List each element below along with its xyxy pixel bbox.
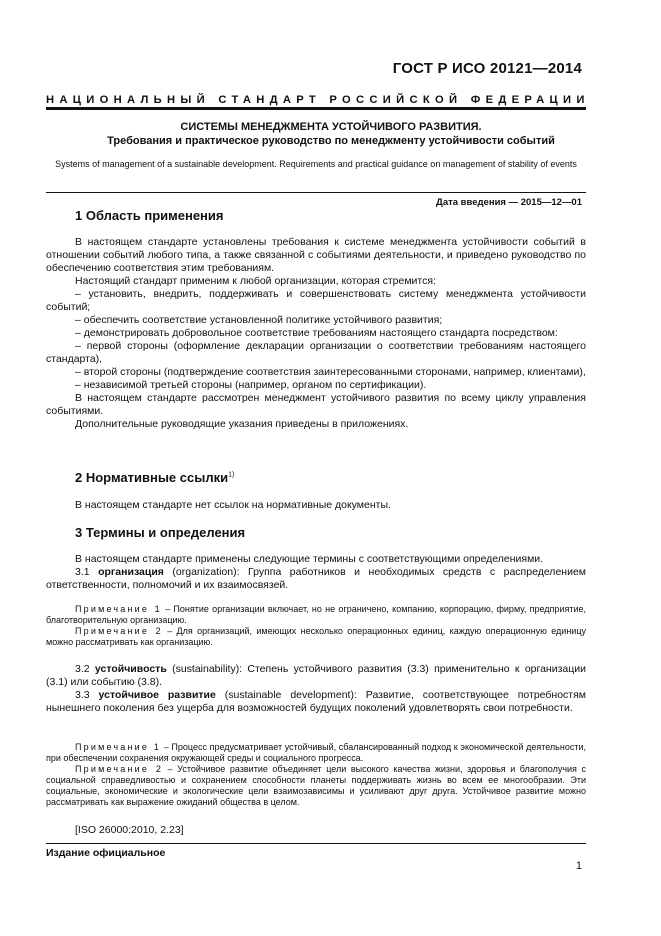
footer-divider [46,843,586,844]
paragraph: В настоящем стандарте применены следующие термины с соответствующими определениями. [75,553,544,565]
title-line-1: СИСТЕМЫ МЕНЕДЖМЕНТА УСТОЙЧИВОГО РАЗВИТИЯ. [180,121,482,133]
paragraph: Дополнительные руководящие указания приведены в приложениях. [75,418,409,430]
note-text: – Устойчивое развитие объединяет цели высокого качества жизни, здоровья и благополучия с социальной справедливостью и сохранением способности планеты поддерживать жизнь во всем ее многообразии. Эти социальные, экономические и экологические цели взаимозависимы и усиливают друг друга. Устойчивое развитие можно рассматривать как выражение ожиданий общества в целом. [46,764,586,807]
term-name: организация [98,566,164,578]
paragraph: Настоящий стандарт применим к любой организации, которая стремится: [75,275,436,287]
note-label: Примечание 1 [75,742,162,752]
note-label: Примечание 2 [75,764,164,774]
paragraph: В настоящем стандарте установлены требования к системе менеджмента устойчивости событий в отношении событий любого типа, а также связанной с событиями деятельности, и приведено руководство по обеспечению соответствия этим требованиям. [46,236,586,274]
term-number: 3.1 [75,566,90,578]
note-label: Примечание 1 [75,604,162,614]
list-item: – обеспечить соответствие установленной политике устойчивого развития; [75,314,443,326]
term-name: устойчивое развитие [98,689,216,701]
term-3-2 [46,663,586,689]
term-name: устойчивость [94,663,167,675]
list-item: – независимой третьей стороны (например, органом по сертификации). [75,379,427,391]
term-3-1-notes [46,604,586,648]
note-text: – Процесс предусматривает устойчивый, сбалансированный подход к экономической деятельности, при обеспечении сохранения окружающей среды и социального прогресса. [46,742,586,763]
term-number: 3.3 [75,689,90,701]
term-definition: (organization): Группа работников и необходимых средств с распределением ответственности, полномочий и их взаимосвязей. [46,566,587,591]
section-3-heading: 3 Термины и определения [75,525,246,540]
header-divider [46,107,586,110]
note [46,742,586,764]
term-number: 3.2 [75,663,90,675]
terms-3-2-3-3 [46,663,586,715]
section-2-body [46,499,586,512]
note-label: Примечание 2 [75,626,163,636]
note [46,764,586,808]
footnote-mark: 1) [228,471,235,479]
term-3-3-notes [46,742,586,808]
section-1-body [46,236,586,431]
paragraph: В настоящем стандарте рассмотрен менеджмент устойчивого развития по всему циклу управления событиями. [46,392,586,417]
section-2-title: 2 Нормативные ссылки [75,470,229,485]
list-item: – первой стороны (оформление декларации организации о соответствии требованиям настоящего стандарта), [46,340,586,365]
page-number: 1 [575,860,582,872]
note [46,626,586,648]
list-item: – установить, внедрить, поддерживать и совершенствовать систему менеджмента устойчивости событий; [46,288,586,313]
english-title: Systems of management of a sustainable development. Requirements and practical guidance on management of stability of events [55,159,577,169]
document-code: ГОСТ Р ИСО 20121—2014 [392,60,582,77]
official-edition-label: Издание официальное [46,847,166,859]
note-text: – Для организаций, имеющих несколько операционных единиц, каждую операционную единицу можно рассматривать как организацию. [46,626,586,647]
note-text: – Понятие организации включает, но не ограничено, компанию, корпорацию, фирму, предприятие, благотворительную организацию. [46,604,586,625]
title-divider [46,192,586,193]
term-3-3 [46,689,586,715]
section-3-intro [46,553,586,592]
term-definition: (sustainability): Степень устойчивого развития (3.3) применительно к организации (3.1) или событию (3.8). [46,663,586,688]
term-3-1 [46,566,586,592]
note [46,604,586,626]
title-line-2: Требования и практическое руководство по менеджменту устойчивости событий [107,135,555,147]
list-item: – второй стороны (подтверждение соответствия заинтересованными сторонами, например, клиентами), [75,366,586,378]
term-definition: (sustainable development): Развитие, соответствующее потребностям нынешнего поколения без ущерба для возможностей будущих поколений удовлетворять свои потребности. [46,689,587,714]
national-standard-banner: НАЦИОНАЛЬНЫЙ СТАНДАРТ РОССИЙСКОЙ ФЕДЕРАЦИИ [46,94,590,106]
section-1-heading: 1 Область применения [75,208,224,223]
section-2-heading [75,470,234,485]
paragraph: В настоящем стандарте нет ссылок на нормативные документы. [75,499,391,511]
list-item: – демонстрировать добровольное соответствие требованиям настоящего стандарта посредством: [75,327,558,339]
introduction-date: Дата введения — 2015—12—01 [436,197,582,208]
source-reference: [ISO 26000:2010, 2.23] [75,824,184,836]
